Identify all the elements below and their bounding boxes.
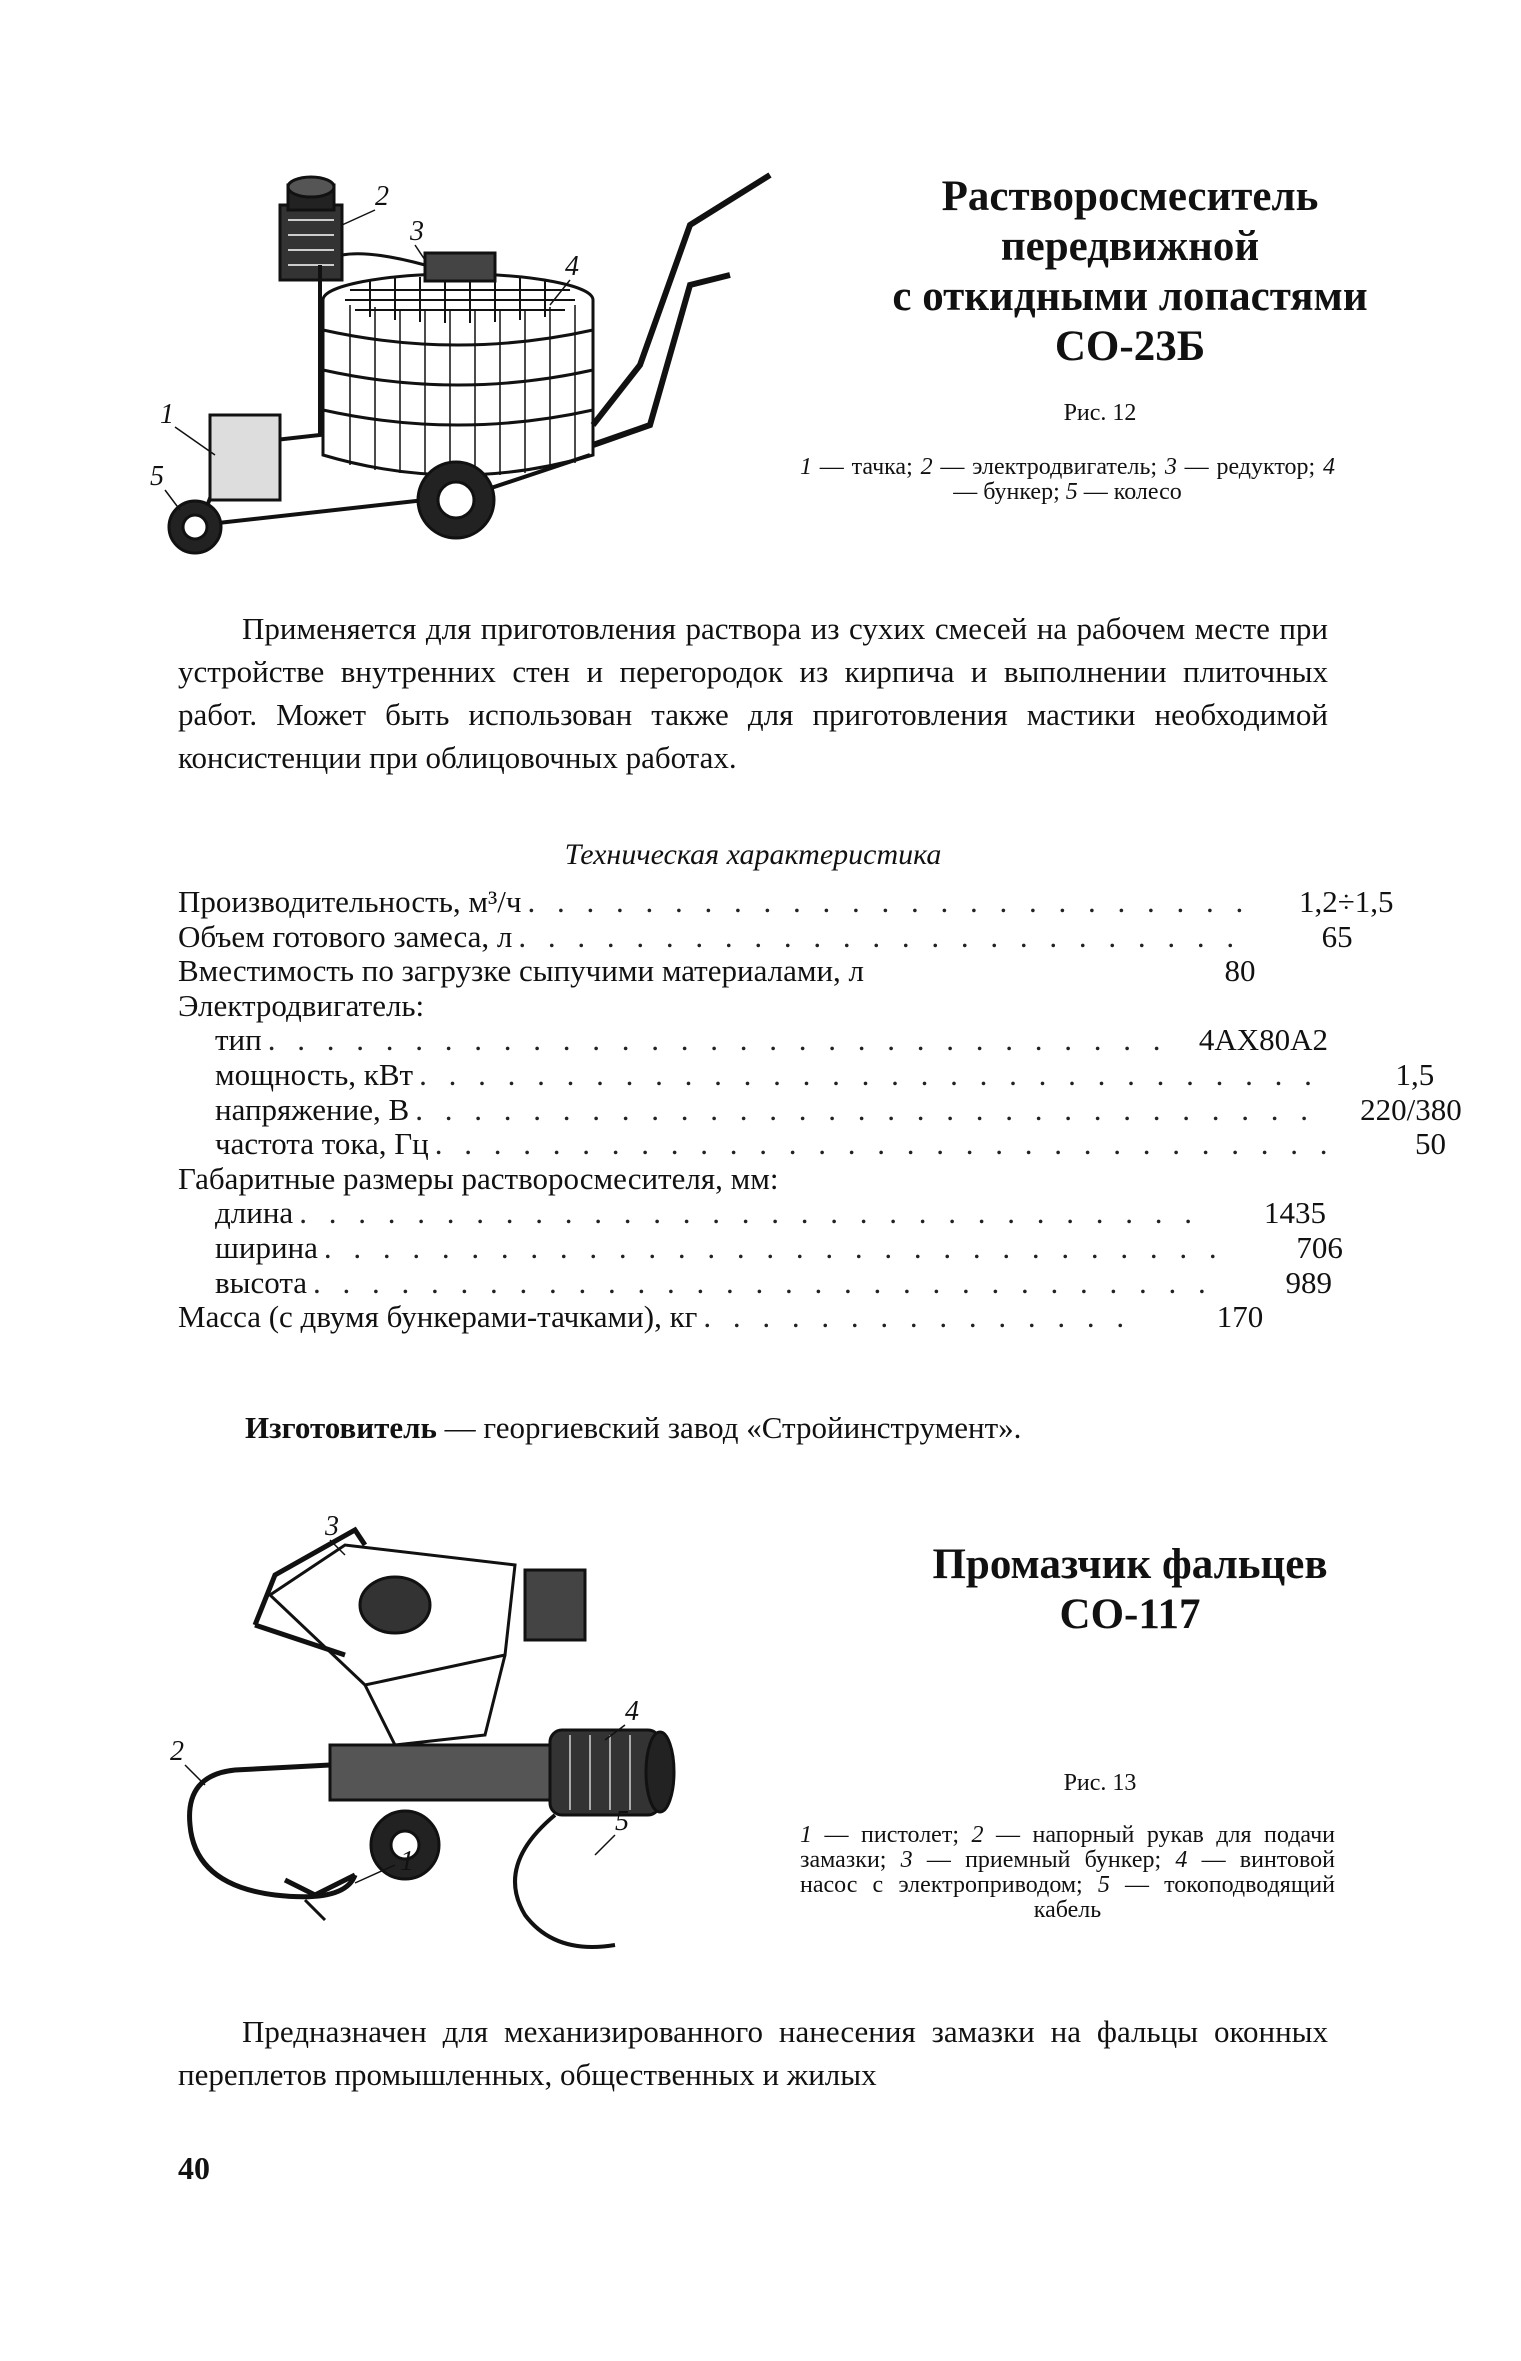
spec-row <box>178 1196 1330 1231</box>
svg-text:5: 5 <box>150 461 164 492</box>
leader-dots: . . . . . . . . . . . . . . . . . . . . . . . . . . . . . . . <box>419 1056 1319 1092</box>
caption-number: 2 <box>920 454 933 480</box>
spec-value: 706 <box>1296 1229 1343 1265</box>
caption-number: 1 <box>800 454 812 480</box>
caption-number: 1 <box>800 1822 812 1848</box>
svg-text:3: 3 <box>410 216 424 247</box>
spec-value: 989 <box>1285 1264 1333 1300</box>
caption-text: — тачка; <box>812 454 921 480</box>
svg-text:2: 2 <box>375 181 389 212</box>
spec-value: 1435 <box>1263 1195 1326 1231</box>
manufacturer-line <box>245 1410 1345 1446</box>
figure-13-number: Рис. 13 <box>1063 1770 1137 1796</box>
mixer-title-line: Растворосмеситель <box>941 173 1319 220</box>
leader-dots: . . . . . . . . . . . . . . . . . . . . . . . . . . . . . . . <box>415 1091 1315 1127</box>
caption-text: — винтовой насос с электроприводом; <box>800 1847 1335 1898</box>
leader-dots: . . . . . . . . . . . . . . . . . . . . . . . . . . . . . . . <box>267 1022 1168 1058</box>
spec-value: 220/380 <box>1360 1091 1462 1127</box>
caption-number: 5 <box>1065 479 1078 505</box>
figure-12-mixer-illustration <box>150 165 730 570</box>
svg-text:2: 2 <box>170 1736 184 1767</box>
svg-text:3: 3 <box>325 1511 339 1542</box>
spec-label: Объем готового замеса, л <box>178 918 513 954</box>
manufacturer-text: — георгиевский завод «Стройинструмент». <box>436 1410 1022 1445</box>
spec-value: 65 <box>1321 918 1353 954</box>
spec-group-heading <box>178 989 1330 1024</box>
caption-text: — редуктор; <box>1176 454 1323 480</box>
leader-dots: . . . . . . . . . . . . . . . . . . . . . . . . . . . . . . . <box>323 1229 1224 1265</box>
spec-value: 50 <box>1415 1126 1447 1162</box>
spec-row <box>178 954 1330 989</box>
applicator-title <box>780 1540 1480 1640</box>
spec-label: напряжение, В <box>215 1091 410 1127</box>
spec-label: Масса (с двумя бункерами-тачками), кг <box>178 1299 698 1335</box>
manufacturer-label: Изготовитель <box>245 1410 437 1445</box>
figure-12-caption <box>800 455 1335 505</box>
spec-label: ширина <box>215 1229 318 1265</box>
spec-row <box>178 1264 1333 1301</box>
spec-label: Электродвигатель: <box>178 987 425 1023</box>
leader-dots: . . . . . . . . . . . . . . . . . . . . . . . . . . . . . . . <box>313 1264 1213 1300</box>
caption-text: — пистолет; <box>812 1822 972 1848</box>
spec-row <box>178 884 1394 920</box>
applicator-title-line: СО-117 <box>1059 1591 1201 1638</box>
spec-row <box>178 1023 1330 1058</box>
spec-value: 1,5 <box>1395 1056 1435 1092</box>
svg-text:4: 4 <box>565 251 579 282</box>
spec-label: длина <box>215 1195 294 1231</box>
caption-text: — приемный бункер; <box>912 1847 1176 1873</box>
spec-label: мощность, кВт <box>215 1056 414 1092</box>
caption-text: — токоподводящий кабель <box>1033 1872 1335 1923</box>
mixer-description: Применяется для приготовления раствора из сухих смесей на рабочем месте при устройстве внутренних стен и перегородок из кирпича и выполнении плиточных работ. Может быть использован также для приготовления мастики необходимой консистенции при облицовочных работах. <box>178 611 1328 775</box>
spec-value: 1,2÷1,5 <box>1298 884 1394 919</box>
leader-dots: . . . . . . . . . . . . . . . <box>703 1299 1132 1335</box>
page-number: 40 <box>178 2150 210 2186</box>
caption-number: 2 <box>971 1822 984 1848</box>
leader-dots: . . . . . . . . . . . . . . . . . . . . . . . . . <box>527 884 1251 919</box>
spec-row <box>178 918 1353 955</box>
spec-heading: Техническая характеристика <box>564 838 942 871</box>
caption-number: 4 <box>1323 454 1335 480</box>
spec-label: Габаритные размеры растворосмесителя, мм: <box>178 1160 779 1196</box>
spec-label: тип <box>215 1022 262 1058</box>
spec-value: 80 <box>1224 953 1256 989</box>
spec-table <box>178 884 1462 1335</box>
spec-row <box>178 1229 1343 1266</box>
figure-13-caption <box>800 1823 1335 1923</box>
caption-number: 3 <box>900 1847 913 1873</box>
mixer-title-line: передвижной <box>1000 223 1260 270</box>
spec-row <box>178 1300 1330 1335</box>
caption-text: — колесо <box>1077 479 1182 505</box>
spec-label: высота <box>215 1264 308 1300</box>
figure-13-putty-applicator-illustration <box>170 1485 755 1985</box>
leader-dots: . . . . . . . . . . . . . . . . . . . . . . . . . . . . . . . <box>299 1195 1199 1231</box>
applicator-description: Предназначен для механизированного нанесения замазки на фальцы оконных переплетов промышленных, общественных и жилых <box>178 2014 1328 2092</box>
caption-number: 3 <box>1164 454 1177 480</box>
caption-number: 5 <box>1097 1872 1110 1898</box>
spec-label: частота тока, Гц <box>215 1126 429 1162</box>
mixer-title-line: СО-23Б <box>1054 323 1206 370</box>
svg-text:1: 1 <box>400 1846 414 1877</box>
figure-12-number: Рис. 12 <box>1063 400 1137 426</box>
svg-text:4: 4 <box>625 1696 639 1727</box>
caption-number: 4 <box>1175 1847 1188 1873</box>
caption-text: — бункер; <box>953 479 1066 505</box>
mixer-title <box>780 172 1480 372</box>
leader-dots: . . . . . . . . . . . . . . . . . . . . . . . . . <box>518 918 1242 954</box>
svg-text:5: 5 <box>615 1806 629 1837</box>
spec-row <box>178 1126 1447 1162</box>
mixer-title-line: с откидными лопастями <box>892 273 1368 320</box>
spec-value: 170 <box>1216 1299 1264 1335</box>
leader-dots: . . . . . . . . . . . . . . . . . . . . . . . . . . . . . . . <box>434 1126 1335 1162</box>
caption-text: — электродвигатель; <box>932 454 1165 480</box>
spec-label: Вместимость по загрузке сыпучими материалами, л <box>178 953 865 989</box>
caption-text: — напорный рукав для подачи замазки; <box>800 1822 1336 1873</box>
svg-text:1: 1 <box>160 399 174 430</box>
spec-group-heading <box>178 1162 1330 1197</box>
spec-value: 4АХ80А2 <box>1198 1022 1329 1058</box>
applicator-title-line: Промазчик фальцев <box>932 1541 1328 1588</box>
spec-row <box>178 1091 1462 1128</box>
spec-row <box>178 1056 1435 1093</box>
spec-label: Производительность, м³/ч <box>178 884 522 919</box>
